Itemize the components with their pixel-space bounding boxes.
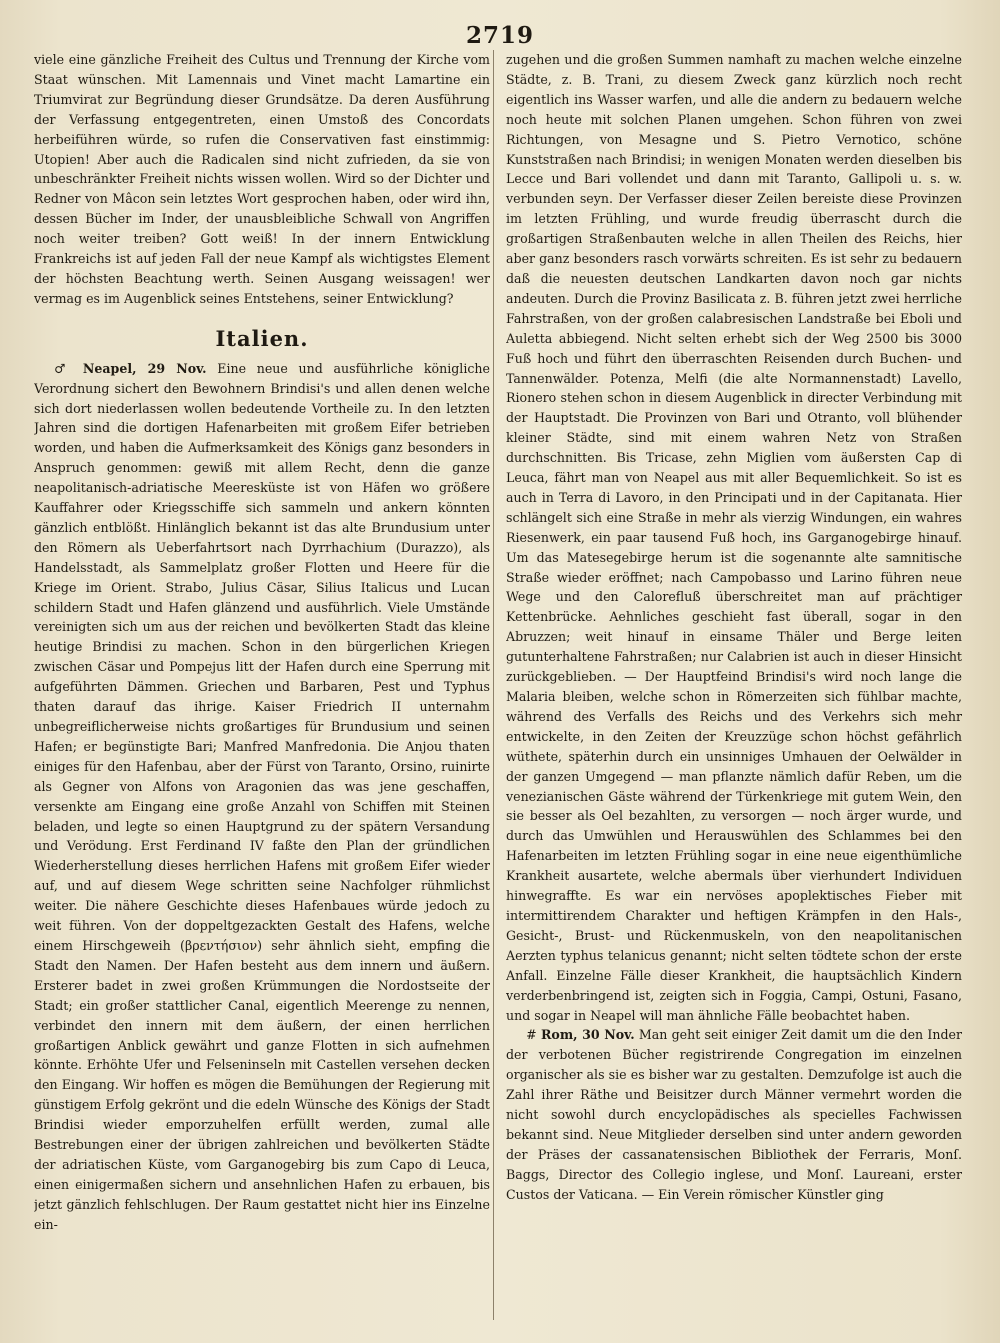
rom-article-text: Man geht seit einiger Zeit damit um die den Inder der verbotenen Bücher registrirende Congregation im einzelnen organischer als sie es bisher war zu gestalten. Demzufolge ist auch die Zahl ihrer Räthe und Beisitzer durch Männer vermehrt worden die nicht sowohl durch encyclopädisches als specielles Fachwissen bekannt sind. Neue Mitglieder derselben sind unter andern geworden der Präses der cassanatensischen Bibliothek der Ferraris, Monſ. Baggs, Director des Collegio inglese, und Monſ. Laureani, erster Custos der Vaticana. — Ein Verein römischer Künstler ging	[506, 1027, 962, 1202]
right-column	[506, 50, 962, 1325]
page-number: 2719	[465, 22, 534, 49]
dateline-symbol: #	[526, 1027, 537, 1043]
dateline-neapel: Neapel, 29 Nov.	[82, 360, 207, 376]
neapel-article	[34, 359, 490, 1235]
brindisi-continuation: zugehen und die großen Summen namhaft zu machen welche einzelne Städte, z. B. Trani, zu diesem Zweck ganz kürzlich noch recht eigentlich ins Wasser warfen, und alle die andern zu bedauern welche noch heute mit solchen Planen umgehen. Schon führen von zwei Richtungen, von Mesagne und S. Pietro Vernotico, schöne Kunststraßen nach Brindisi; in wenigen Monaten werden dieselben bis Lecce und Bari vollendet und dann mit Taranto, Gallipoli u. s. w. verbunden seyn. Der Verfasser dieser Zeilen bereiste diese Provinzen im letzten Frühling, und wurde freudig überrascht durch die großartigen Straßenbauten welche in allen Theilen des Reichs, hier aber ganz besonders rasch vorwärts schreiten. Es ist sehr zu bedauern daß die neuesten deutschen Landkarten davon noch gar nichts andeuten. Durch die Provinz Basilicata z. B. führen jetzt zwei herrliche Fahrstraßen, von der großen calabresischen Landstraße bei Eboli und Auletta abbiegend. Nicht selten erhebt sich der Weg 2500 bis 3000 Fuß hoch und führt den überraschten Reisenden durch Buchen- und Tannenwälder. Potenza, Melfi (die alte Normannenstadt) Lavello, Rionero stehen schon in diesem Augenblick in directer Verbindung mit der Hauptstadt. Die Provinzen von Bari und Otranto, voll blühender kleiner Städte, sind mit einem wahren Netz von Straßen durchschnitten. Bis Tricase, zehn Miglien vom äußersten Cap di Leuca, fährt man von Neapel aus mit aller Bequemlichkeit. So ist es auch in Terra di Lavoro, in den Principati und in der Capitanata. Hier schlängelt sich eine Straße in mehr als vierzig Windungen, ein wahres Riesenwerk, ein paar tausend Fuß hoch, ins Garganogebirge hinauf. Um das Matesegebirge herum ist die sogenannte alte samnitische Straße wieder eröffnet; nach Campobasso und Larino führen neue Wege und den Calorefluß überschreitet man auf prächtiger Kettenbrücke. Aehnliches geschieht fast überall, sogar in den Abruzzen; weit hinauf in einsame Thäler und Berge leiten gutunterhaltene Fahrstraßen; nur Calabrien ist auch in dieser Hinsicht zurückgeblieben. — Der Hauptfeind Brindisi's wird noch lange die Malaria bleiben, welche schon in Römerzeiten sich fühlbar machte, während des Verfalls des Reichs und des Verkehrs sich mehr entwickelte, in den Zeiten der Kreuzzüge schon höchst gefährlich wüthete, späterhin durch ein unsinniges Umhauen der Oelwälder in der ganzen Umgegend — man pflanzte nämlich dafür Reben, um die venezianischen Gäste während der Türkenkriege mit gutem Wein, den sie besser als Oel bezahlten, zu versorgen — noch ärger wurde, und durch das Umwühlen und Herauswühlen des Schlammes bei den Hafenarbeiten im letzten Frühling sogar in eine neue eigenthümliche Krankheit ausartete, welche abermals über vierhundert Individuen hinwegraffte. Es war ein nervöses apoplektisches Fieber mit intermittirendem Charakter und heftigen Krämpfen in den Hals-, Gesicht-, Brust- und Rückenmuskeln, von den neapolitanischen Aerzten typhus telanicus genannt; nicht selten tödtete schon der erste Anfall. Einzelne Fälle dieser Krankheit, die hauptsächlich Kindern verderbenbringend ist, zeigten sich in Foggia, Campi, Ostuni, Fasano, und sogar in Neapel will man ähnliche Fälle beobachtet haben.	[506, 52, 962, 1023]
lamartine-paragraph: viele eine gänzliche Freiheit des Cultus und Trennung der Kirche vom Staat wünschen. Mit Lamennais und Vinet macht Lamartine ein Triumvirat zur Begründung dieser Grundsätze. Da deren Ausführung der Verfassung entgegentreten, einen Umstoß des Concordats herbeiführen würde, so rufen die Conservativen fast einstimmig: Utopien! Aber auch die Radicalen sind nicht zufrieden, da sie von unbeschränkter Freiheit nichts wissen wollen. Wird so der Dichter und Redner von Mâcon sein letztes Wort gesprochen haben, oder wird ihn, dessen Bücher im Inder, der unausbleibliche Schwall von Angriffen noch weiter treiben? Gott weiß! In der innern Entwicklung Frankreichs ist auf jeden Fall der neue Kampf als wichtigstes Element der höchsten Beachtung werth. Seinen Ausgang weissagen! wer vermag es im Augenblick seines Entstehens, seiner Entwicklung?	[34, 52, 490, 306]
neapel-article-text: Eine neue und ausführliche königliche Verordnung sichert den Bewohnern Brindisi's und allen denen welche sich dort niederlassen wollen bedeutende Vortheile zu. In den letzten Jahren sind die dortigen Hafenarbeiten mit großem Eifer betrieben worden, und haben die Aufmerksamkeit des Königs ganz besonders in Anspruch genommen: gewiß mit allem Recht, denn die ganze neapolitanisch-adriatische Meeresküste ist von Häfen wo größere Kauffahrer oder Kriegsschiffe sich sammeln und ankern könnten gänzlich entblößt. Hinlänglich bekannt ist das alte Brundusium unter den Römern als Ueberfahrtsort nach Dyrrhachium (Durazzo), als Handelsstadt, als Sammelplatz großer Flotten und Heere für die Kriege im Orient. Strabo, Julius Cäsar, Silius Italicus und Lucan schildern Stadt und Hafen glänzend und ausführlich. Viele Umstände vereinigten sich um aus der reichen und bevölkerten Stadt das kleine heutige Brindisi zu machen. Schon in den bürgerlichen Kriegen zwischen Cäsar und Pompejus litt der Hafen durch eine Sperrung mit aufgeführten Dämmen. Griechen und Barbaren, Pest und Typhus thaten darauf das ihrige. Kaiser Friedrich II unternahm unbegreiflicherweise nichts großartiges für Brundusium und seinen Hafen; er begünstigte Bari; Manfred Manfredonia. Die Anjou thaten einiges für den Hafenbau, aber der Fürst von Taranto, Orsino, ruinirte als Gegner von Alfons von Aragonien das was jene geschaffen, versenkte am Eingang eine große Anzahl von Schiffen mit Steinen beladen, und legte so einen Hauptgrund zu der spätern Versandung und Verödung. Erst Ferdinand IV faßte den Plan der gründlichen Wiederherstellung dieses herrlichen Hafens mit großem Eifer wieder auf, und auf diesem Wege schritten seine Nachfolger rühmlichst weiter. Die nähere Geschichte dieses Hafenbaues würde jedoch zu weit führen. Von der doppeltgezackten Gestalt des Hafens, welche einem Hirschgeweih (βρεντήσιον) sehr ähnlich sieht, empfing die Stadt den Namen. Der Hafen besteht aus dem innern und äußern. Ersterer badet in zwei großen Krümmungen die Nordostseite der Stadt; ein großer stattlicher Canal, eigentlich Meerenge zu nennen, verbindet den innern mit dem äußern, der einen herrlichen großartigen Anblick gewährt und ganze Flotten in sich aufnehmen könnte. Erhöhte Ufer und Felseninseln mit Castellen versehen decken den Eingang. Wir hoffen es mögen die Bemühungen der Regierung mit günstigem Erfolg gekrönt und die edeln Wünsche des Königs der Stadt Brindisi wieder emporzuhelfen erfüllt werden, zumal alle Bestrebungen einer der übrigen zahlreichen und bevölkerten Städte der adriatischen Küste, vom Garganogebirg bis zum Capo di Leuca, einen einigermaßen sichern und ansehnlichen Hafen zu erbauen, bis jetzt gänzlich fehlschlugen. Der Raum gestattet nicht hier ins Einzelne ein-	[34, 360, 490, 1232]
left-column	[34, 50, 490, 1325]
dateline-symbol: ♂	[54, 360, 73, 376]
dateline-rom: Rom, 30 Nov.	[540, 1027, 635, 1043]
section-heading-italien: Italien.	[215, 325, 309, 351]
rom-article	[506, 1025, 962, 1204]
column-divider	[493, 50, 494, 1320]
